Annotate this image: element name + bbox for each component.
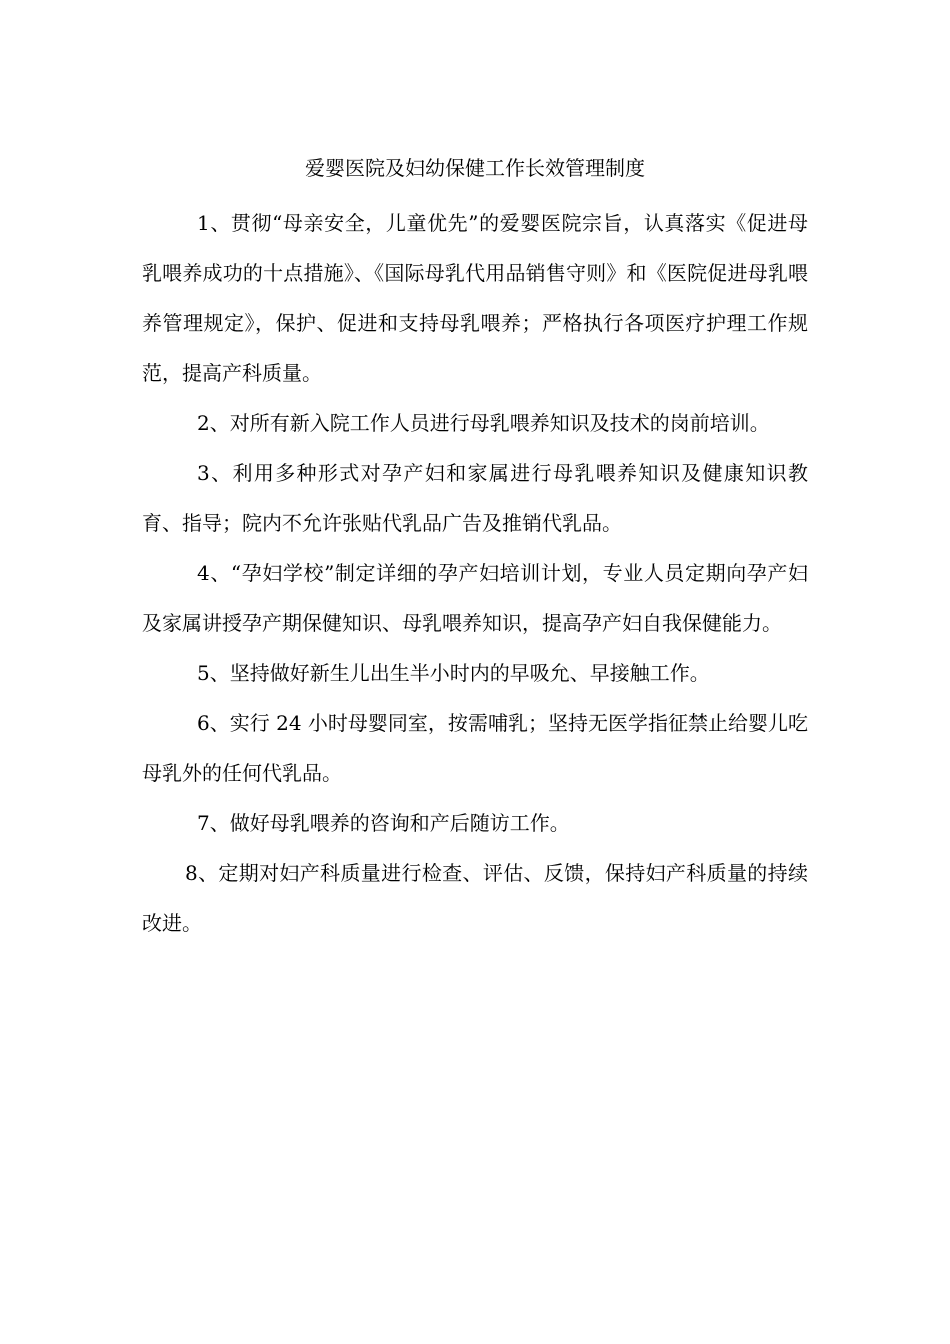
paragraph-8: 8、定期对妇产科质量进行检查、评估、反馈，保持妇产科质量的持续改进。 (142, 861, 808, 935)
document-title: 爱婴医院及妇幼保健工作长效管理制度 (305, 156, 645, 180)
paragraph-3: 3、利用多种形式对孕产妇和家属进行母乳喂养知识及健康知识教育、指导；院内不允许张贴代乳品广告及推销代乳品。 (142, 461, 808, 535)
paragraph-7: 7、做好母乳喂养的咨询和产后随访工作。 (197, 811, 570, 835)
paragraph-2: 2、对所有新入院工作人员进行母乳喂养知识及技术的岗前培训。 (197, 411, 770, 435)
document-body (142, 198, 808, 948)
paragraph-4: 4、“孕妇学校”制定详细的孕产妇培训计划，专业人员定期向孕产妇及家属讲授孕产期保健知识、母乳喂养知识，提高孕产妇自我保健能力。 (142, 561, 808, 635)
paragraph-6: 6、实行 24 小时母婴同室，按需哺乳；坚持无医学指征禁止给婴儿吃母乳外的任何代乳品。 (142, 711, 808, 785)
paragraph-1: 1、贯彻“母亲安全，儿童优先”的爱婴医院宗旨，认真落实《促进母乳喂养成功的十点措施》、《国际母乳代用品销售守则》和《医院促进母乳喂养管理规定》，保护、促进和支持母乳喂养；严格执行各项医疗护理工作规范，提高产科质量。 (142, 211, 808, 385)
paragraph-5: 5、坚持做好新生儿出生半小时内的早吸允、早接触工作。 (197, 661, 710, 685)
